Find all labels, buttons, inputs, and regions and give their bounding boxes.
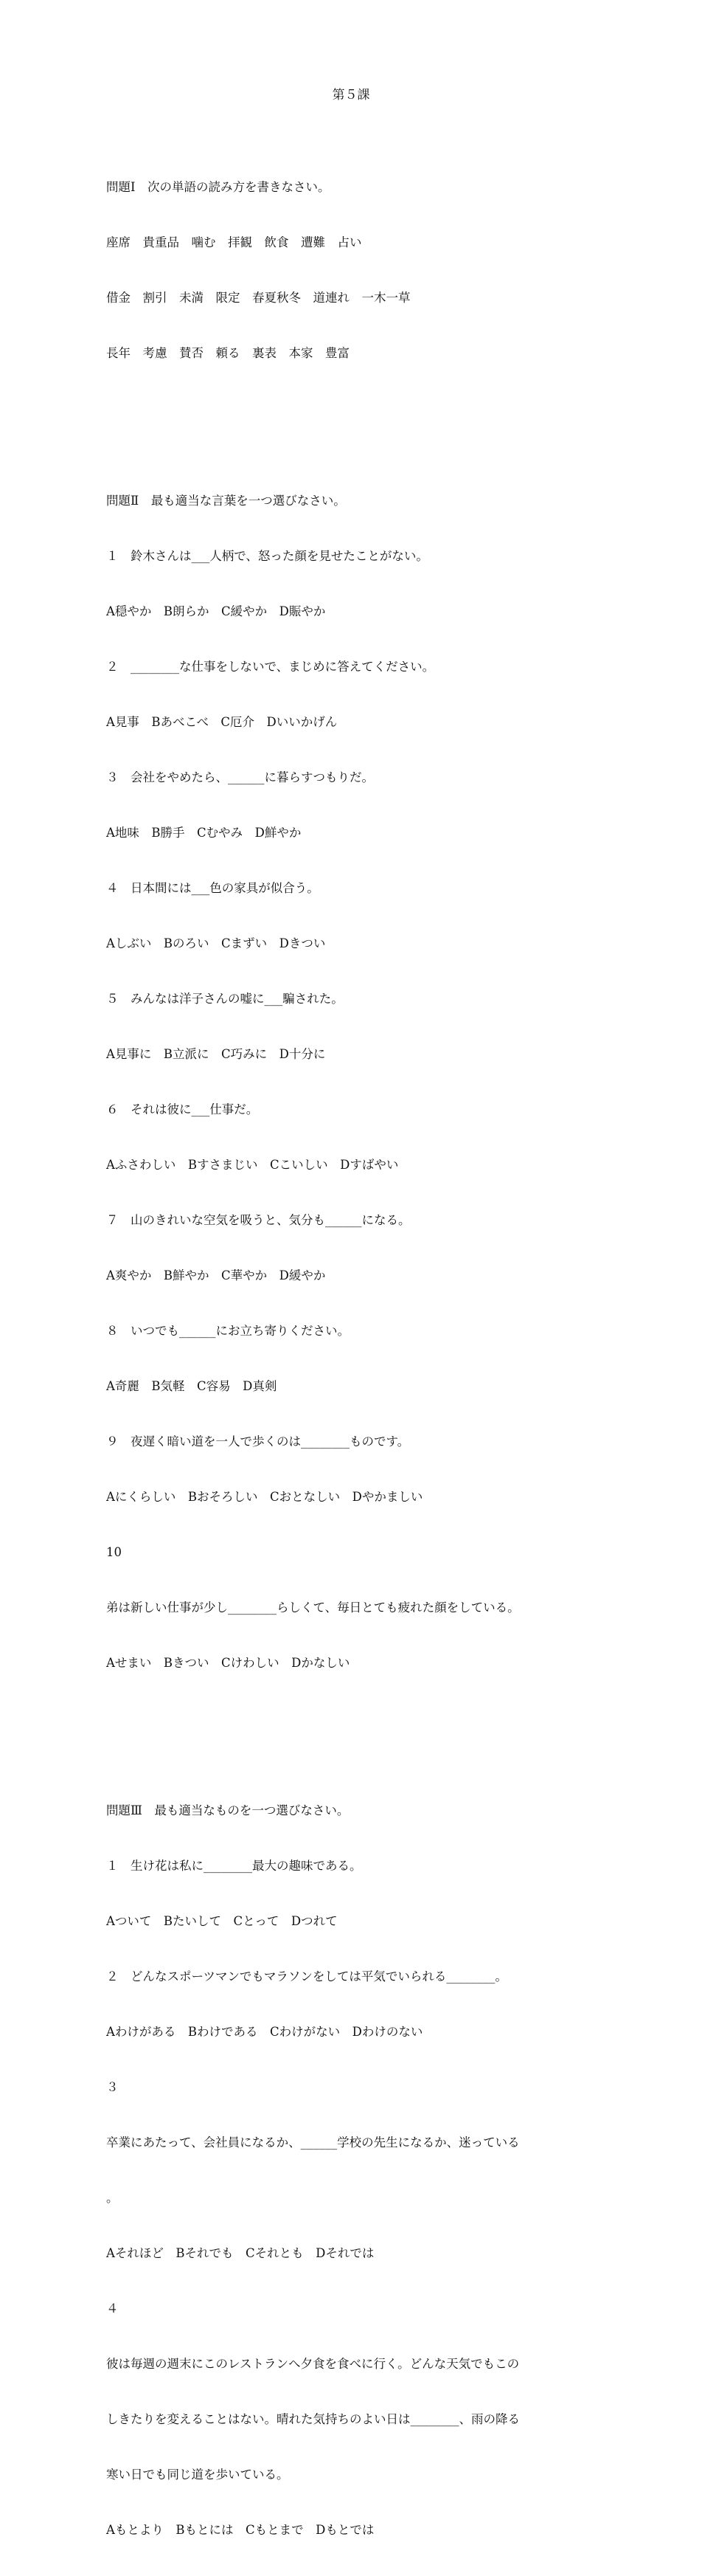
page-title: 第５課 <box>332 88 370 103</box>
answer-choices: A見事に B立派に C巧みに D十分に <box>106 1047 326 1061</box>
answer-choices: Aそれほど Bそれでも Cそれとも Dそれでは <box>106 2246 375 2260</box>
question-text: ６ それは彼に___仕事だ。 <box>106 1102 259 1116</box>
answer-choices: Aわけがある Bわけである Cわけがない Dわけのない <box>106 2025 423 2039</box>
vocab-row: 座席 貴重品 噛む 拝観 飲食 遭難 占い <box>106 235 362 249</box>
section2-heading: 問題Ⅱ 最も適当な言葉を一つ選びなさい。 <box>106 494 346 508</box>
document-body <box>106 122 593 2576</box>
spacer <box>106 1709 593 1727</box>
section3-heading: 問題Ⅲ 最も適当なものを一つ選びなさい。 <box>106 1803 350 1817</box>
vocab-row: 長年 考慮 賛否 頼る 裏表 本家 豊富 <box>106 346 350 360</box>
answer-choices: Aふさわしい Bすさまじい Cこいしい Dすばやい <box>106 1158 399 1172</box>
question-text: 寒い日でも同じ道を歩いている。 <box>106 2468 289 2482</box>
section1-heading: 問題Ⅰ 次の単語の読み方を書きなさい。 <box>106 180 330 194</box>
question-text: ２ ________な仕事をしないで、まじめに答えてください。 <box>106 660 435 674</box>
question-text: 。 <box>106 2191 119 2205</box>
question-text: 弟は新しい仕事が少し________らしくて、毎日とても疲れた顔をしている。 <box>106 1600 520 1615</box>
answer-choices: A穏やか B朗らか C緩やか D賑やか <box>106 604 326 618</box>
question-text: 彼は毎週の週末にこのレストランへ夕食を食べに行く。どんな天気でもこの <box>106 2357 520 2371</box>
question-text: ２ どんなスポーツマンでもマラソンをしては平気でいられる________。 <box>106 1969 507 1983</box>
question-text: ８ いつでも______にお立ち寄りください。 <box>106 1324 350 1338</box>
question-text: 卒業にあたって、会社員になるか、______学校の先生になるか、迷っている <box>106 2135 520 2149</box>
question-text: ４ 日本間には___色の家具が似合う。 <box>106 881 319 895</box>
answer-choices: Aしぶい Bのろい Cまずい Dきつい <box>106 936 326 950</box>
question-text: ３ 会社をやめたら、______に暮らすつもりだ。 <box>106 770 374 784</box>
answer-choices: A地味 B勝手 Cむやみ D鮮やか <box>106 826 302 840</box>
question-number: 10 <box>106 1545 122 1559</box>
question-text: しきたりを変えることはない。晴れた気持ちのよい日は________、雨の降る <box>106 2412 520 2426</box>
answer-choices: Aもとより Bもとには Cもとまで Dもとでは <box>106 2523 375 2537</box>
answer-choices: A見事 Bあべこべ C厄介 Dいいかげん <box>106 715 338 729</box>
answer-choices: A奇麗 B気軽 C容易 D真剣 <box>106 1379 277 1393</box>
answer-choices: Aついて Bたいして Cとって Dつれて <box>106 1914 338 1928</box>
question-text: １ 生け花は私に________最大の趣味である。 <box>106 1859 362 1873</box>
question-number: ３ <box>106 2080 119 2094</box>
answer-choices: Aせまい Bきつい Cけわしい Dかなしい <box>106 1656 350 1670</box>
question-text: ７ 山のきれいな空気を吸うと、気分も______になる。 <box>106 1213 411 1227</box>
vocab-row: 借金 割引 未満 限定 春夏秋冬 道連れ 一木一草 <box>106 291 411 305</box>
question-text: １ 鈴木さんは___人柄で、怒った顔を見せたことがない。 <box>106 549 428 563</box>
question-text: ５ みんなは洋子さんの嘘に___騙された。 <box>106 992 344 1006</box>
answer-choices: Aにくらしい Bおそろしい Cおとなしい Dやかましい <box>106 1490 423 1504</box>
question-text: ９ 夜遅く暗い道を一人で歩くのは________ものです。 <box>106 1434 410 1448</box>
answer-choices: A爽やか B鮮やか C華やか D緩やか <box>106 1268 326 1282</box>
spacer <box>106 399 593 418</box>
question-number: ４ <box>106 2302 119 2316</box>
